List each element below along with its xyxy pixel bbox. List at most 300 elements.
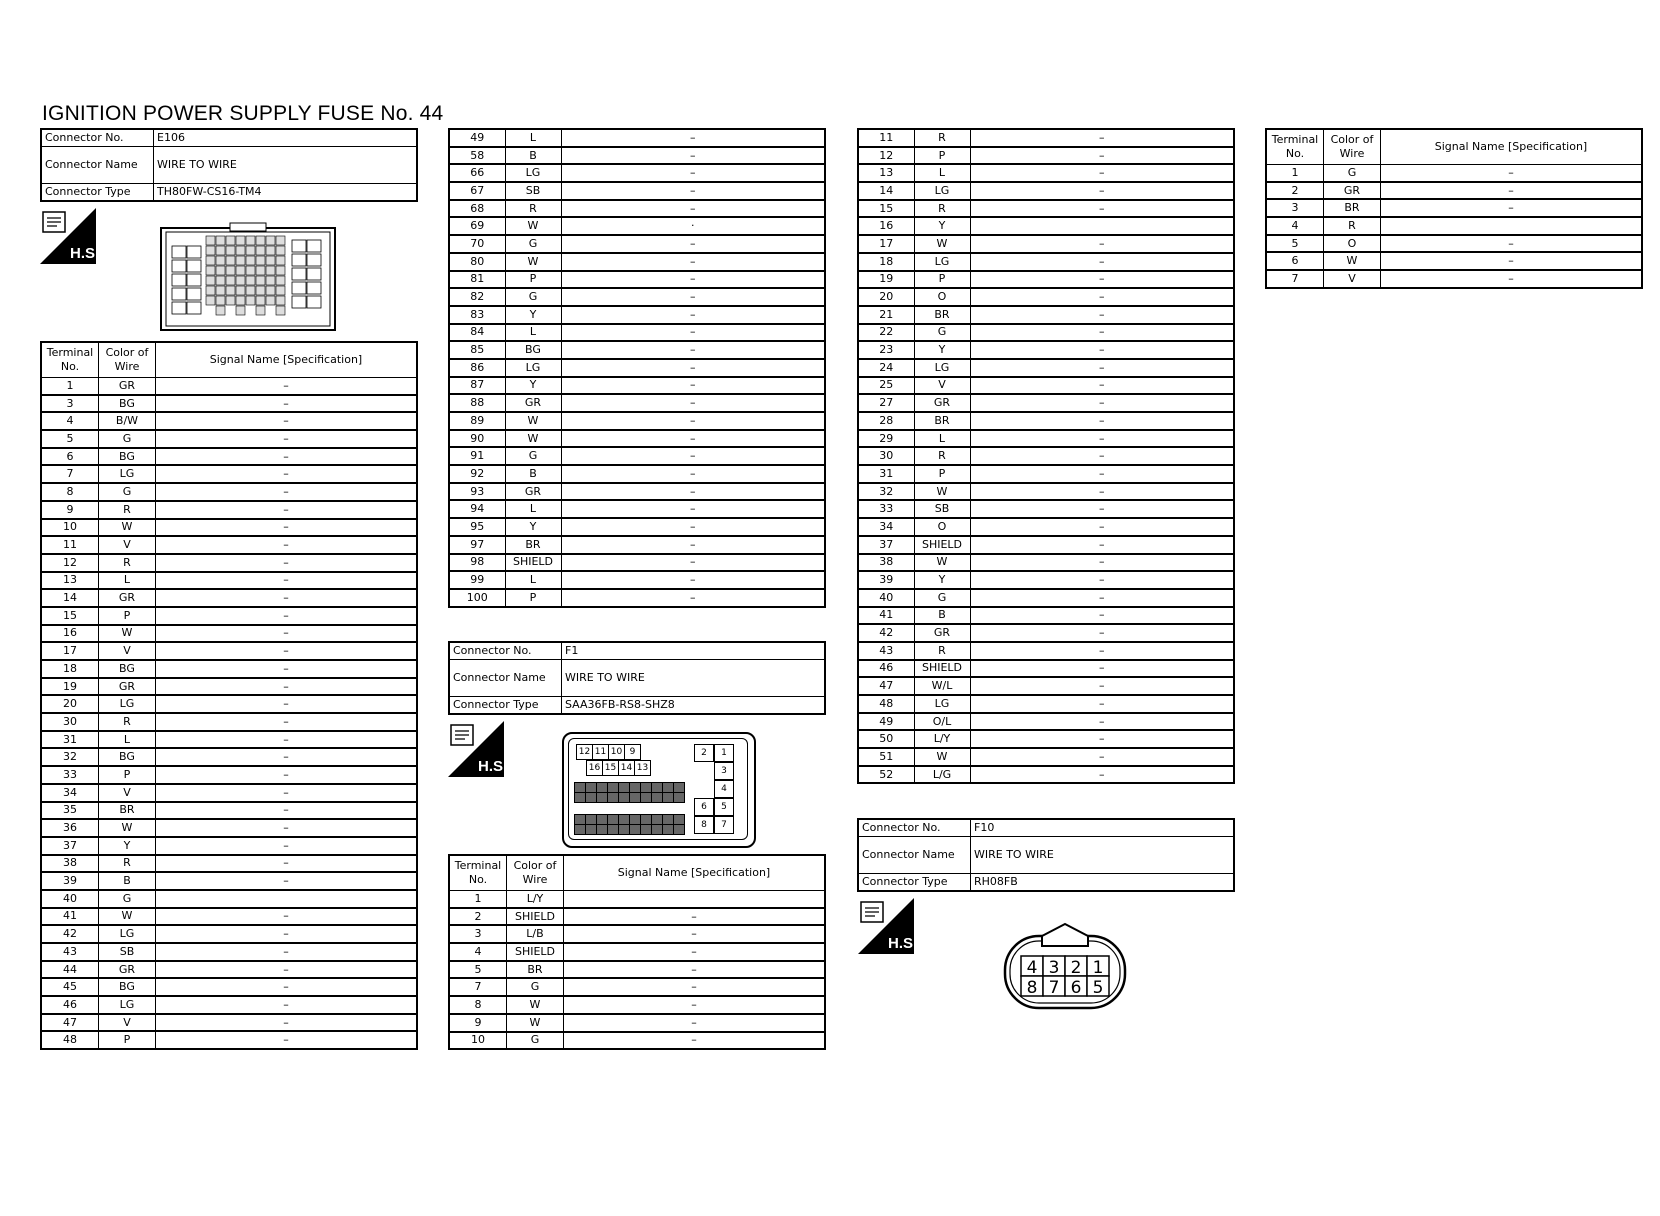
terminal-no-cell: 88	[449, 394, 505, 412]
table-row	[1266, 235, 1642, 253]
table-row	[858, 359, 1234, 377]
signal-name-cell: –	[564, 978, 826, 996]
f1-connector-info	[448, 641, 826, 715]
signal-name-cell: –	[970, 536, 1234, 554]
terminal-no-cell: 3	[1266, 199, 1324, 217]
wire-color-cell: V	[99, 536, 156, 554]
wire-color-cell: O	[1324, 235, 1381, 253]
signal-name-cell: –	[970, 660, 1234, 678]
terminal-no-cell: 45	[41, 978, 99, 996]
wire-color-cell: P	[99, 1031, 156, 1049]
table-row	[858, 306, 1234, 324]
table-row	[449, 412, 825, 430]
wire-color-cell: G	[505, 447, 561, 465]
signal-name-cell: –	[156, 695, 418, 713]
connector-name-label: Connector Name	[41, 147, 154, 184]
table-row	[41, 501, 417, 519]
terminal-no-cell: 9	[449, 1014, 507, 1032]
table-row	[449, 200, 825, 218]
signal-name-cell: –	[561, 430, 825, 448]
terminal-no-cell: 4	[41, 412, 99, 430]
wire-color-cell: Y	[914, 217, 970, 235]
terminal-no-cell: 30	[41, 713, 99, 731]
terminal-no-cell: 22	[858, 324, 914, 342]
table-row	[449, 447, 825, 465]
signal-name-cell: –	[970, 677, 1234, 695]
signal-name-cell: –	[561, 394, 825, 412]
table-row	[41, 572, 417, 590]
signal-name-cell: –	[156, 483, 418, 501]
wire-color-cell: Y	[914, 571, 970, 589]
terminal-no-cell: 39	[858, 571, 914, 589]
wire-color-cell: W	[505, 430, 561, 448]
terminal-no-cell: 38	[41, 855, 99, 873]
signal-name-cell: –	[156, 802, 418, 820]
f1-cavity: 1	[714, 744, 734, 762]
terminal-no-cell: 80	[449, 253, 505, 271]
wire-color-cell: W	[99, 519, 156, 537]
table-row	[1266, 182, 1642, 200]
signal-name-cell: –	[156, 766, 418, 784]
f1-cavity: 15	[602, 760, 619, 776]
table-row	[41, 607, 417, 625]
wire-color-cell: G	[507, 978, 564, 996]
f10-terminal-table-wrap	[1265, 128, 1643, 289]
signal-name-cell: –	[564, 943, 826, 961]
table-row	[858, 536, 1234, 554]
wire-color-cell: V	[1324, 270, 1381, 288]
terminal-no-cell: 10	[41, 519, 99, 537]
table-row	[41, 695, 417, 713]
signal-name-cell: –	[970, 359, 1234, 377]
connector-no-value: E106	[154, 129, 418, 147]
terminal-no-cell: 66	[449, 164, 505, 182]
terminal-no-cell: 3	[449, 925, 507, 943]
table-row	[858, 642, 1234, 660]
signal-name-cell: –	[561, 129, 825, 147]
table-row	[449, 341, 825, 359]
wire-color-cell: W	[914, 483, 970, 501]
f10-pin: 3	[1048, 958, 1060, 978]
terminal-no-cell: 12	[858, 147, 914, 165]
terminal-no-cell: 41	[858, 607, 914, 625]
signal-name-cell: –	[1381, 270, 1643, 288]
table-row	[1266, 165, 1642, 182]
table-row	[858, 235, 1234, 253]
wire-color-cell: O/L	[914, 713, 970, 731]
terminal-no-cell: 9	[41, 501, 99, 519]
terminal-no-cell: 46	[858, 660, 914, 678]
f1-cavity: 6	[694, 798, 714, 816]
terminal-no-cell: 5	[449, 961, 507, 979]
f1-cavity: 3	[714, 762, 734, 780]
signal-name-cell: –	[156, 748, 418, 766]
table-row	[449, 996, 825, 1014]
signal-name-cell: –	[156, 1031, 418, 1049]
signal-name-cell: –	[156, 501, 418, 519]
signal-name-cell: –	[970, 589, 1234, 607]
terminal-no-cell: 25	[858, 377, 914, 395]
wire-color-cell: W	[99, 819, 156, 837]
f1-cavity: 8	[694, 816, 714, 834]
e106-terminal-table	[40, 341, 418, 1050]
terminal-no-cell: 24	[858, 359, 914, 377]
terminal-no-cell: 28	[858, 412, 914, 430]
table-row	[449, 324, 825, 342]
wire-color-cell: G	[505, 288, 561, 306]
wire-color-cell: G	[1324, 165, 1381, 182]
signal-name-cell: –	[156, 961, 418, 979]
wire-color-cell: R	[99, 713, 156, 731]
terminal-no-cell: 86	[449, 359, 505, 377]
wire-color-cell: BG	[99, 660, 156, 678]
terminal-no-cell: 7	[449, 978, 507, 996]
terminal-no-cell: 7	[41, 465, 99, 483]
signal-name-cell: –	[156, 536, 418, 554]
terminal-no-cell: 17	[41, 642, 99, 660]
table-row	[858, 748, 1234, 766]
terminal-no-cell: 43	[858, 642, 914, 660]
terminal-no-cell: 52	[858, 766, 914, 784]
connector-type-label: Connector Type	[858, 874, 971, 892]
wire-color-cell: GR	[505, 483, 561, 501]
f1-cavity: 13	[634, 760, 651, 776]
table-row	[41, 978, 417, 996]
table-row	[449, 129, 825, 147]
signal-name-cell: –	[156, 430, 418, 448]
table-row	[858, 518, 1234, 536]
wire-color-cell: O	[914, 288, 970, 306]
table-row	[858, 571, 1234, 589]
terminal-no-cell: 41	[41, 908, 99, 926]
terminal-no-cell: 17	[858, 235, 914, 253]
signal-name-cell: –	[156, 872, 418, 890]
table-row	[449, 465, 825, 483]
color-of-wire-header: Color of Wire	[99, 342, 156, 378]
terminal-no-cell: 16	[858, 217, 914, 235]
f1-connector-diagram	[562, 732, 756, 848]
signal-name-cell: –	[156, 572, 418, 590]
f10-terminal-table	[1265, 128, 1643, 289]
f10-pin: 2	[1070, 958, 1082, 978]
terminal-no-cell: 27	[858, 394, 914, 412]
terminal-no-header: Terminal No.	[1266, 129, 1324, 165]
wire-color-cell: G	[507, 1032, 564, 1050]
table-row	[449, 1032, 825, 1050]
terminal-no-cell: 1	[449, 891, 507, 908]
wire-color-cell: BR	[507, 961, 564, 979]
f1-cavity: 16	[586, 760, 603, 776]
signal-name-cell: –	[970, 341, 1234, 359]
wire-color-cell: W	[505, 253, 561, 271]
table-row	[449, 961, 825, 979]
table-row	[41, 837, 417, 855]
signal-name-cell: –	[156, 855, 418, 873]
wire-color-cell: R	[99, 554, 156, 572]
wire-color-cell: R	[505, 200, 561, 218]
terminal-no-cell: 32	[41, 748, 99, 766]
table-row	[41, 589, 417, 607]
signal-name-cell: –	[1381, 235, 1643, 253]
wire-color-cell: V	[914, 377, 970, 395]
signal-name-cell: –	[970, 377, 1234, 395]
signal-name-cell: –	[970, 412, 1234, 430]
table-row	[41, 660, 417, 678]
wire-color-cell: LG	[505, 164, 561, 182]
table-row	[449, 164, 825, 182]
wire-color-cell: O	[914, 518, 970, 536]
table-row	[449, 518, 825, 536]
terminal-no-cell: 33	[41, 766, 99, 784]
wire-color-cell: LG	[99, 996, 156, 1014]
signal-name-cell: –	[561, 341, 825, 359]
signal-name-cell: ·	[561, 217, 825, 235]
wire-color-cell: GR	[99, 589, 156, 607]
table-row	[41, 448, 417, 466]
table-row	[449, 554, 825, 572]
table-row	[449, 288, 825, 306]
wire-color-cell: BR	[505, 536, 561, 554]
wire-color-cell: SHIELD	[914, 660, 970, 678]
wire-color-cell: GR	[505, 394, 561, 412]
signal-name-cell	[970, 217, 1234, 235]
f1-cavity: 9	[624, 744, 641, 760]
signal-name-cell: –	[156, 925, 418, 943]
f1-small-cavity	[673, 792, 685, 803]
table-row	[449, 306, 825, 324]
page-title: IGNITION POWER SUPPLY FUSE No. 44	[42, 102, 444, 125]
wire-color-cell: L/Y	[507, 891, 564, 908]
table-row	[41, 784, 417, 802]
wire-color-cell: G	[99, 430, 156, 448]
hs-icon	[858, 898, 918, 954]
table-row	[858, 288, 1234, 306]
f10-block	[857, 818, 1235, 892]
wire-color-cell: G	[914, 324, 970, 342]
wire-color-cell: L/Y	[914, 730, 970, 748]
terminal-no-cell: 49	[449, 129, 505, 147]
f1-terminal-table	[448, 854, 826, 1050]
table-row	[449, 271, 825, 289]
e106-terminal-table-wrap	[40, 341, 418, 1050]
hs-label: H.S.	[70, 245, 100, 262]
wire-color-cell: B	[99, 872, 156, 890]
terminal-no-cell: 48	[41, 1031, 99, 1049]
hs-label: H.S.	[888, 935, 918, 952]
table-row	[449, 359, 825, 377]
connector-name-label: Connector Name	[858, 837, 971, 874]
wire-color-cell: GR	[99, 678, 156, 696]
signal-name-cell: –	[561, 536, 825, 554]
signal-name-cell: –	[561, 253, 825, 271]
terminal-no-cell: 49	[858, 713, 914, 731]
signal-name-cell: –	[970, 500, 1234, 518]
wire-color-cell: P	[99, 766, 156, 784]
terminal-no-cell: 5	[1266, 235, 1324, 253]
wire-color-cell: GR	[914, 624, 970, 642]
signal-name-cell: –	[970, 271, 1234, 289]
wire-color-cell: LG	[99, 925, 156, 943]
table-row	[41, 890, 417, 908]
connector-name-value: WIRE TO WIRE	[971, 837, 1235, 874]
wire-color-cell: BG	[99, 748, 156, 766]
table-row	[41, 678, 417, 696]
terminal-no-cell: 23	[858, 341, 914, 359]
signal-name-cell: –	[156, 996, 418, 1014]
table-row	[858, 465, 1234, 483]
f1-block	[448, 641, 826, 715]
signal-name-cell: –	[561, 182, 825, 200]
signal-name-cell: –	[561, 306, 825, 324]
terminal-no-cell: 19	[858, 271, 914, 289]
wire-color-cell: LG	[914, 182, 970, 200]
table-row	[858, 394, 1234, 412]
wire-color-cell: R	[1324, 217, 1381, 235]
signal-name-cell: –	[156, 519, 418, 537]
signal-name-cell: –	[970, 607, 1234, 625]
signal-name-cell: –	[970, 730, 1234, 748]
table-row	[858, 713, 1234, 731]
table-row	[1266, 199, 1642, 217]
terminal-no-cell: 1	[1266, 165, 1324, 182]
signal-name-cell: –	[156, 837, 418, 855]
terminal-no-header: Terminal No.	[449, 855, 507, 891]
f1-terminal-table-continued	[857, 128, 1235, 784]
signal-name-cell: –	[156, 448, 418, 466]
wire-color-cell: W	[507, 996, 564, 1014]
connector-no-value: F10	[971, 819, 1235, 837]
terminal-no-cell: 20	[41, 695, 99, 713]
wire-color-cell: B/W	[99, 412, 156, 430]
wire-color-cell: P	[914, 271, 970, 289]
terminal-no-cell: 68	[449, 200, 505, 218]
terminal-no-cell: 47	[41, 1014, 99, 1032]
f1-cavity: 12	[576, 744, 593, 760]
table-row	[858, 730, 1234, 748]
signal-name-cell: –	[564, 1014, 826, 1032]
table-row	[449, 483, 825, 501]
terminal-no-cell: 37	[41, 837, 99, 855]
terminal-no-cell: 50	[858, 730, 914, 748]
terminal-no-cell: 2	[1266, 182, 1324, 200]
signal-name-cell: –	[561, 164, 825, 182]
terminal-no-cell: 18	[858, 253, 914, 271]
terminal-no-cell: 21	[858, 306, 914, 324]
wire-color-cell: R	[914, 642, 970, 660]
table-row	[41, 925, 417, 943]
wire-color-cell: GR	[99, 378, 156, 395]
f1-cavity: 2	[694, 744, 714, 762]
wire-color-cell: W	[914, 235, 970, 253]
table-row	[858, 164, 1234, 182]
wire-color-cell: GR	[1324, 182, 1381, 200]
wire-color-cell: W	[505, 412, 561, 430]
terminal-no-cell: 18	[41, 660, 99, 678]
wire-color-cell: L	[914, 164, 970, 182]
color-of-wire-header: Color of Wire	[1324, 129, 1381, 165]
terminal-no-cell: 11	[858, 129, 914, 147]
terminal-no-cell: 12	[41, 554, 99, 572]
wire-color-cell: BR	[99, 802, 156, 820]
signal-name-cell: –	[561, 500, 825, 518]
signal-name-cell: –	[156, 819, 418, 837]
wire-color-cell: L	[99, 572, 156, 590]
terminal-no-cell: 92	[449, 465, 505, 483]
terminal-no-cell: 89	[449, 412, 505, 430]
signal-name-cell: –	[1381, 252, 1643, 270]
table-row	[858, 182, 1234, 200]
wire-color-cell: BG	[99, 448, 156, 466]
signal-name-cell: –	[156, 589, 418, 607]
table-row	[41, 943, 417, 961]
wire-color-cell: LG	[99, 695, 156, 713]
signal-name-cell	[156, 890, 418, 908]
signal-name-cell: –	[156, 678, 418, 696]
connector-type-label: Connector Type	[41, 184, 154, 202]
wire-color-cell: P	[914, 465, 970, 483]
hs-label: H.S.	[478, 758, 508, 775]
wire-color-cell: SB	[99, 943, 156, 961]
table-row	[858, 677, 1234, 695]
wire-color-cell: W	[507, 1014, 564, 1032]
signal-name-cell: –	[561, 412, 825, 430]
terminal-no-cell: 4	[449, 943, 507, 961]
signal-name-cell: –	[561, 324, 825, 342]
signal-name-cell: –	[970, 288, 1234, 306]
terminal-no-cell: 34	[41, 784, 99, 802]
terminal-no-cell: 46	[41, 996, 99, 1014]
signal-name-cell: –	[970, 695, 1234, 713]
table-row	[858, 607, 1234, 625]
signal-name-cell: –	[561, 518, 825, 536]
wire-color-cell: BR	[1324, 199, 1381, 217]
signal-name-cell: –	[156, 642, 418, 660]
signal-name-cell: –	[156, 978, 418, 996]
terminal-no-cell: 4	[1266, 217, 1324, 235]
signal-name-cell: –	[970, 200, 1234, 218]
table-row	[858, 324, 1234, 342]
wire-color-cell: SB	[505, 182, 561, 200]
terminal-no-cell: 40	[858, 589, 914, 607]
wire-color-cell: L	[505, 324, 561, 342]
wire-color-cell: SHIELD	[914, 536, 970, 554]
terminal-no-cell: 40	[41, 890, 99, 908]
signal-name-cell: –	[1381, 165, 1643, 182]
terminal-no-cell: 7	[1266, 270, 1324, 288]
wire-color-cell: LG	[914, 253, 970, 271]
terminal-no-cell: 84	[449, 324, 505, 342]
signal-name-cell: –	[156, 713, 418, 731]
signal-name-cell: –	[561, 571, 825, 589]
f10-pin: 8	[1026, 978, 1038, 998]
table-row	[449, 943, 825, 961]
table-row	[449, 978, 825, 996]
signal-name-cell: –	[156, 660, 418, 678]
wire-color-cell: R	[99, 501, 156, 519]
signal-name-cell: –	[156, 908, 418, 926]
table-row	[449, 500, 825, 518]
wire-color-cell: B	[914, 607, 970, 625]
terminal-no-cell: 32	[858, 483, 914, 501]
terminal-no-cell: 5	[41, 430, 99, 448]
terminal-no-cell: 33	[858, 500, 914, 518]
signal-name-cell: –	[156, 465, 418, 483]
terminal-no-cell: 90	[449, 430, 505, 448]
signal-name-cell: –	[970, 306, 1234, 324]
signal-name-cell: –	[561, 359, 825, 377]
connector-no-label: Connector No.	[858, 819, 971, 837]
table-row	[449, 908, 825, 926]
